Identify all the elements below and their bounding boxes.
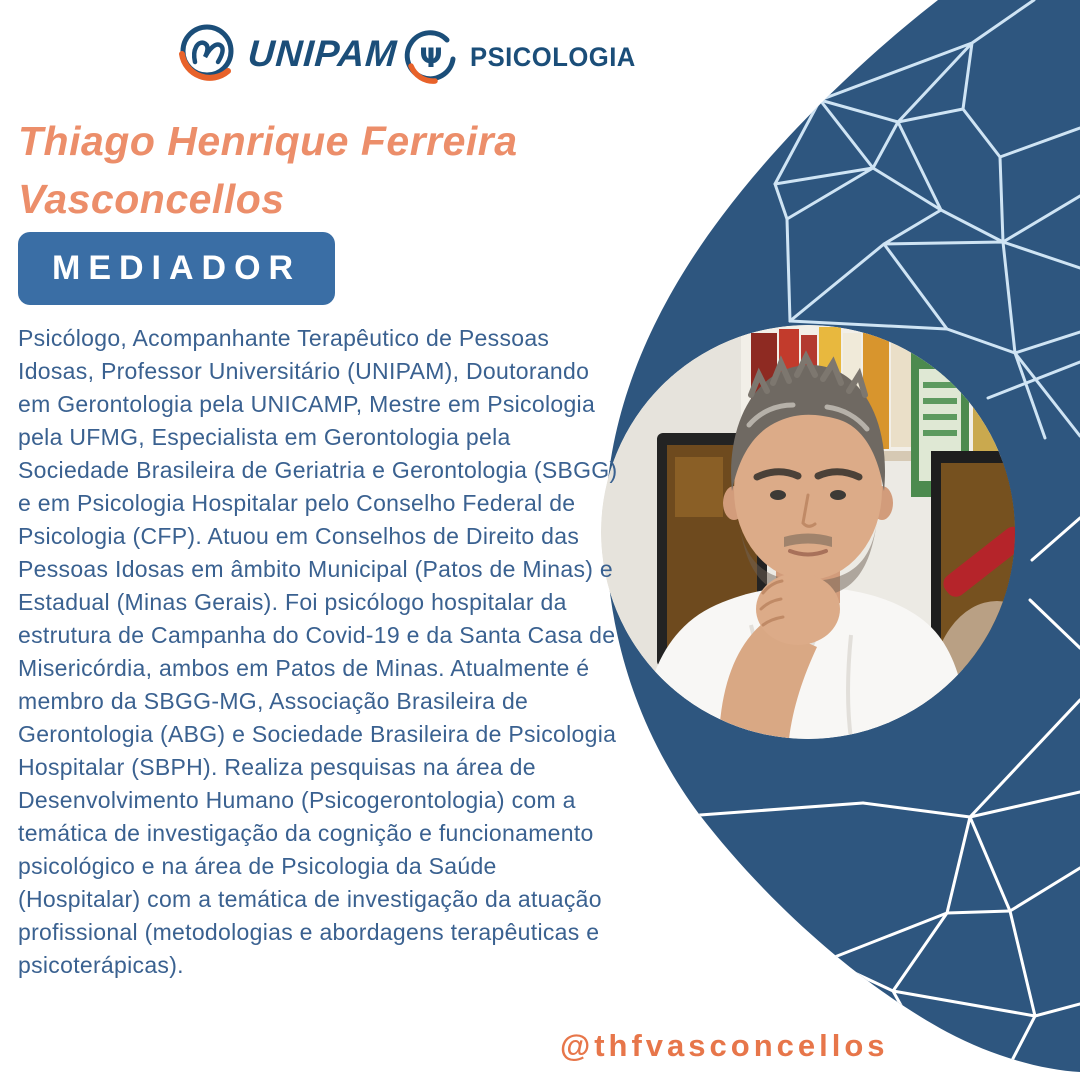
speaker-photo [601, 325, 1015, 739]
psicologia-logo [402, 28, 645, 86]
role-badge-label: MEDIADOR [52, 249, 302, 287]
speaker-name: Thiago Henrique Ferreira Vasconcellos [18, 118, 518, 222]
unipam-logo [176, 22, 397, 86]
unipam-logo-icon [176, 22, 238, 86]
instagram-handle: @thfvasconcellos [560, 1028, 889, 1063]
speaker-bio: Psicólogo, Acompanhante Terapêutico de Pessoas Idosas, Professor Universitário (UNIPAM), Doutorando em Gerontologia pela UNICAMP, Mestre em Psicologia pela UFMG, Especialista em Gerontologia pela Sociedade Brasileira de Geriatria e Gerontologia (SBGG) e em Psicologia Hospitalar pelo Conselho Federal de Psicologia (CFP). Atuou em Conselhos de Direito das Pessoas Idosas em âmbito Municipal (Patos de Minas) e Estadual (Minas Gerais). Foi psicólogo hospitalar da estrutura de Campanha do Covid-19 e da Santa Casa de Misericórdia, ambos em Patos de Minas. Atualmente é membro da SBGG-MG, Associação Brasileira de Gerontologia (ABG) e Sociedade Brasileira de Psicologia Hospitalar (SBPH). Realiza pesquisas na área de Desenvolvimento Humano (Psicogerontologia) com a temática de investigação da cognição e funcionamento psicológico e na área de Psicologia da Saúde (Hospitalar) com a temática de investigação da atuação profissional (metodologias e abordagens terapêuticas e psicoterápicas). [18, 325, 618, 978]
psi-icon [402, 28, 460, 86]
psi-symbol: Ψ [419, 43, 443, 74]
unipam-logo-label: UNIPAM [246, 33, 399, 74]
header-logos [0, 0, 1080, 100]
psicologia-logo-label: PSICOLOGIA [470, 41, 636, 72]
role-badge [18, 232, 335, 305]
speaker-photo-illustration [601, 325, 1015, 739]
